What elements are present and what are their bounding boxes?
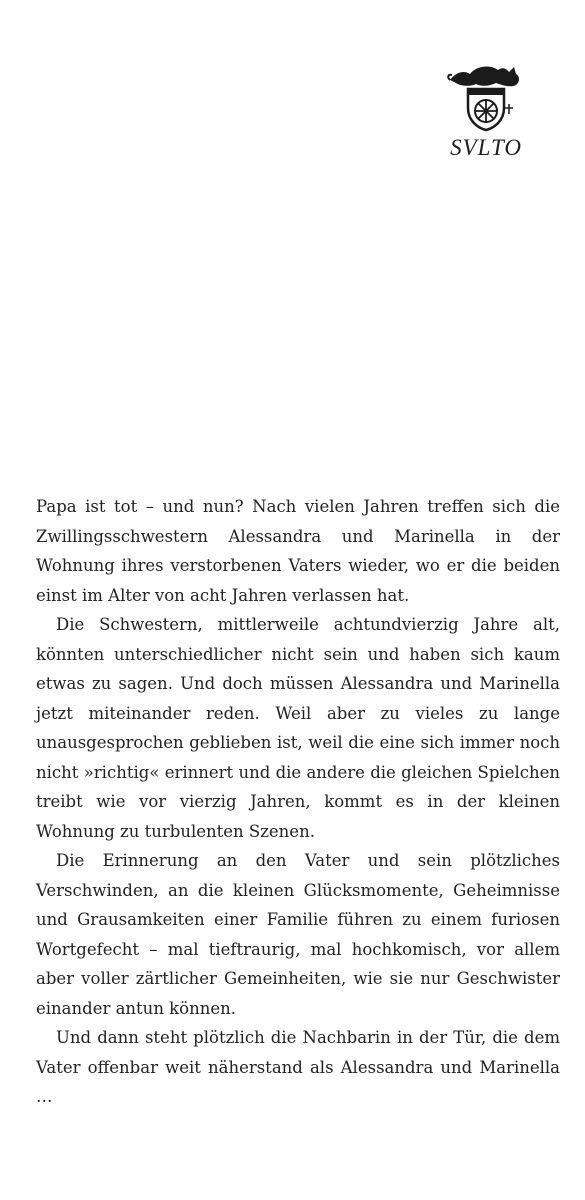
blurb-paragraph: Die Schwestern, mittlerweile achtundvierzig Jahre alt, könnten unterschiedlicher nicht sein und haben sich kaum etwas zu sagen. Und doch müssen Alessandra und Marinella jetzt miteinander reden. Weil aber zu vieles zu lange unausgesprochen geblieben ist, weil die eine sich immer noch nicht »richtig« erinnert und die andere die gleichen Spielchen treibt wie vor vierzig Jahren, kommt es in der kleinen Wohnung zu turbulenten Szenen.	[36, 615, 560, 841]
publisher-logo	[436, 58, 536, 168]
blurb-paragraph: Papa ist tot – und nun? Nach vielen Jahren treffen sich die Zwillingsschwestern Alessandra und Marinella in der Wohnung ihres verstorbenen Vaters wieder, wo er die beiden einst im Alter von acht Jahren verlassen hat.	[36, 497, 560, 605]
salto-cat-wheel-icon	[446, 58, 526, 132]
blurb-text	[36, 492, 560, 1112]
blurb-paragraph: Und dann steht plötzlich die Nachbarin in der Tür, die dem Vater offenbar weit näherstand als Alessandra und Marinella …	[36, 1028, 560, 1106]
blurb-paragraph: Die Erinnerung an den Vater und sein plötzliches Verschwinden, an die kleinen Glücksmomente, Geheimnisse und Grausamkeiten einer Familie führen zu einem furiosen Wortgefecht – mal tieftraurig, mal hochkomisch, vor allem aber voller zärtlicher Gemeinheiten, wie sie nur Geschwister einander antun können.	[36, 851, 560, 1018]
publisher-name: SVLTO	[450, 135, 522, 160]
